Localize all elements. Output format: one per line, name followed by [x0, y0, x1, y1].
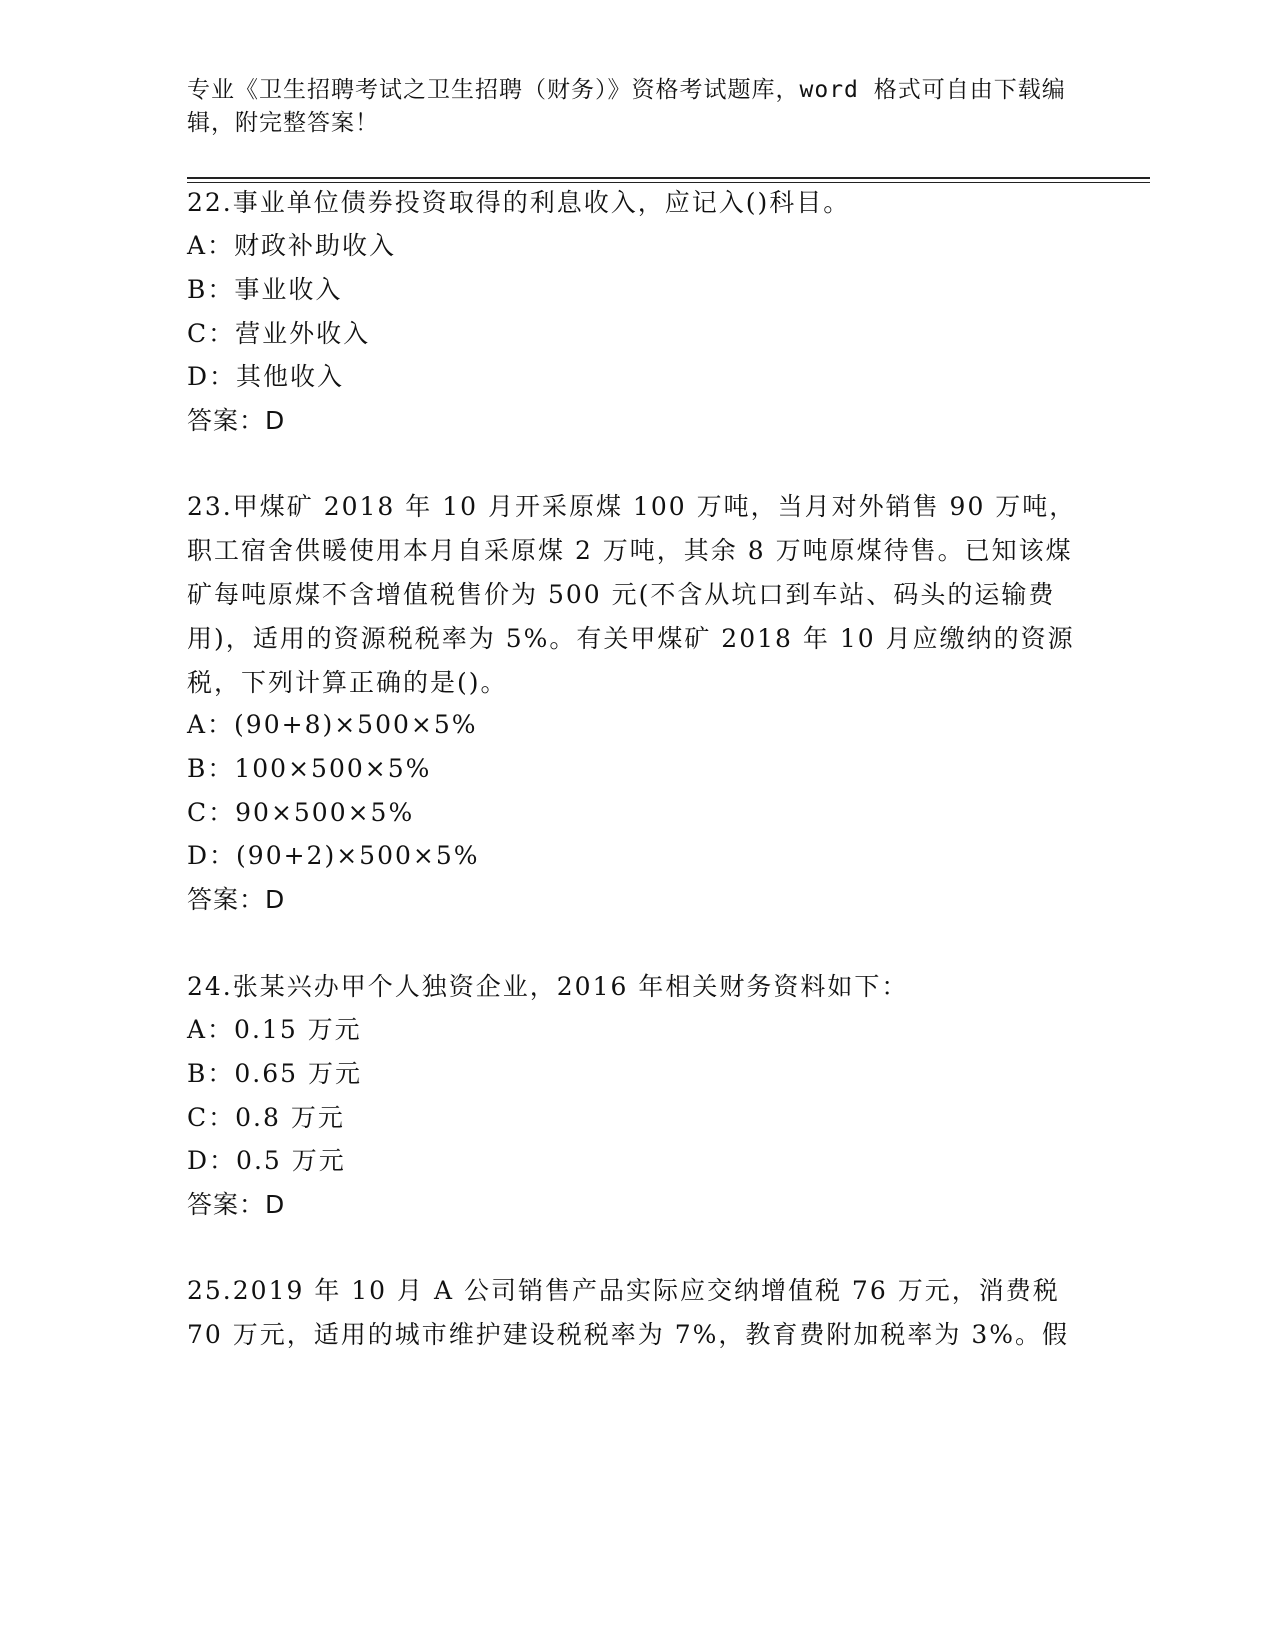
- question-24-answer: 答案：D: [187, 1190, 286, 1219]
- question-23-option-a: A：(90+8)×500×5%: [187, 710, 478, 739]
- document-header: 专业《卫生招聘考试之卫生招聘（财务）》资格考试题库，word 格式可自由下载编辑，附完整答案！: [187, 77, 1066, 136]
- question-23-option-b: B：100×500×5%: [187, 754, 432, 783]
- question-24-option-a: A：0.15 万元: [187, 1015, 362, 1044]
- question-22-option-b: B：事业收入: [187, 275, 343, 304]
- question-23-answer: 答案：D: [187, 885, 286, 914]
- question-22-option-a: A：财政补助收入: [187, 231, 397, 260]
- question-23-stem: 23.甲煤矿 2018 年 10 月开采原煤 100 万吨，当月对外销售 90 万吨，职工宿舍供暖使用本月自采原煤 2 万吨，其余 8 万吨原煤待售。已知该煤矿每吨原煤不含增值税售价为 500 元(不含从坑口到车站、码头的运输费用)，适用的资源税税率为 5%。有关甲煤矿 2018 年 10 月应缴纳的资源税，下列计算正确的是()。: [187, 492, 1077, 697]
- question-24-stem: 24.张某兴办甲个人独资企业，2016 年相关财务资料如下：: [187, 972, 909, 1001]
- question-25-stem: 25.2019 年 10 月 A 公司销售产品实际应交纳增值税 76 万元，消费税 70 万元，适用的城市维护建设税税率为 7%，教育费附加税率为 3%。假: [187, 1276, 1069, 1349]
- question-24-option-c: C：0.8 万元: [187, 1103, 345, 1132]
- question-22-stem: 22.事业单位债券投资取得的利息收入，应记入()科目。: [187, 188, 851, 217]
- question-22-option-c: C：营业外收入: [187, 319, 371, 348]
- question-23-option-c: C：90×500×5%: [187, 798, 415, 827]
- question-23-option-d: D：(90+2)×500×5%: [187, 841, 480, 870]
- header-divider: [187, 177, 1150, 179]
- question-22-option-d: D：其他收入: [187, 362, 345, 391]
- question-24-option-d: D：0.5 万元: [187, 1146, 346, 1175]
- question-22-answer: 答案：D: [187, 406, 286, 435]
- question-24-option-b: B：0.65 万元: [187, 1059, 362, 1088]
